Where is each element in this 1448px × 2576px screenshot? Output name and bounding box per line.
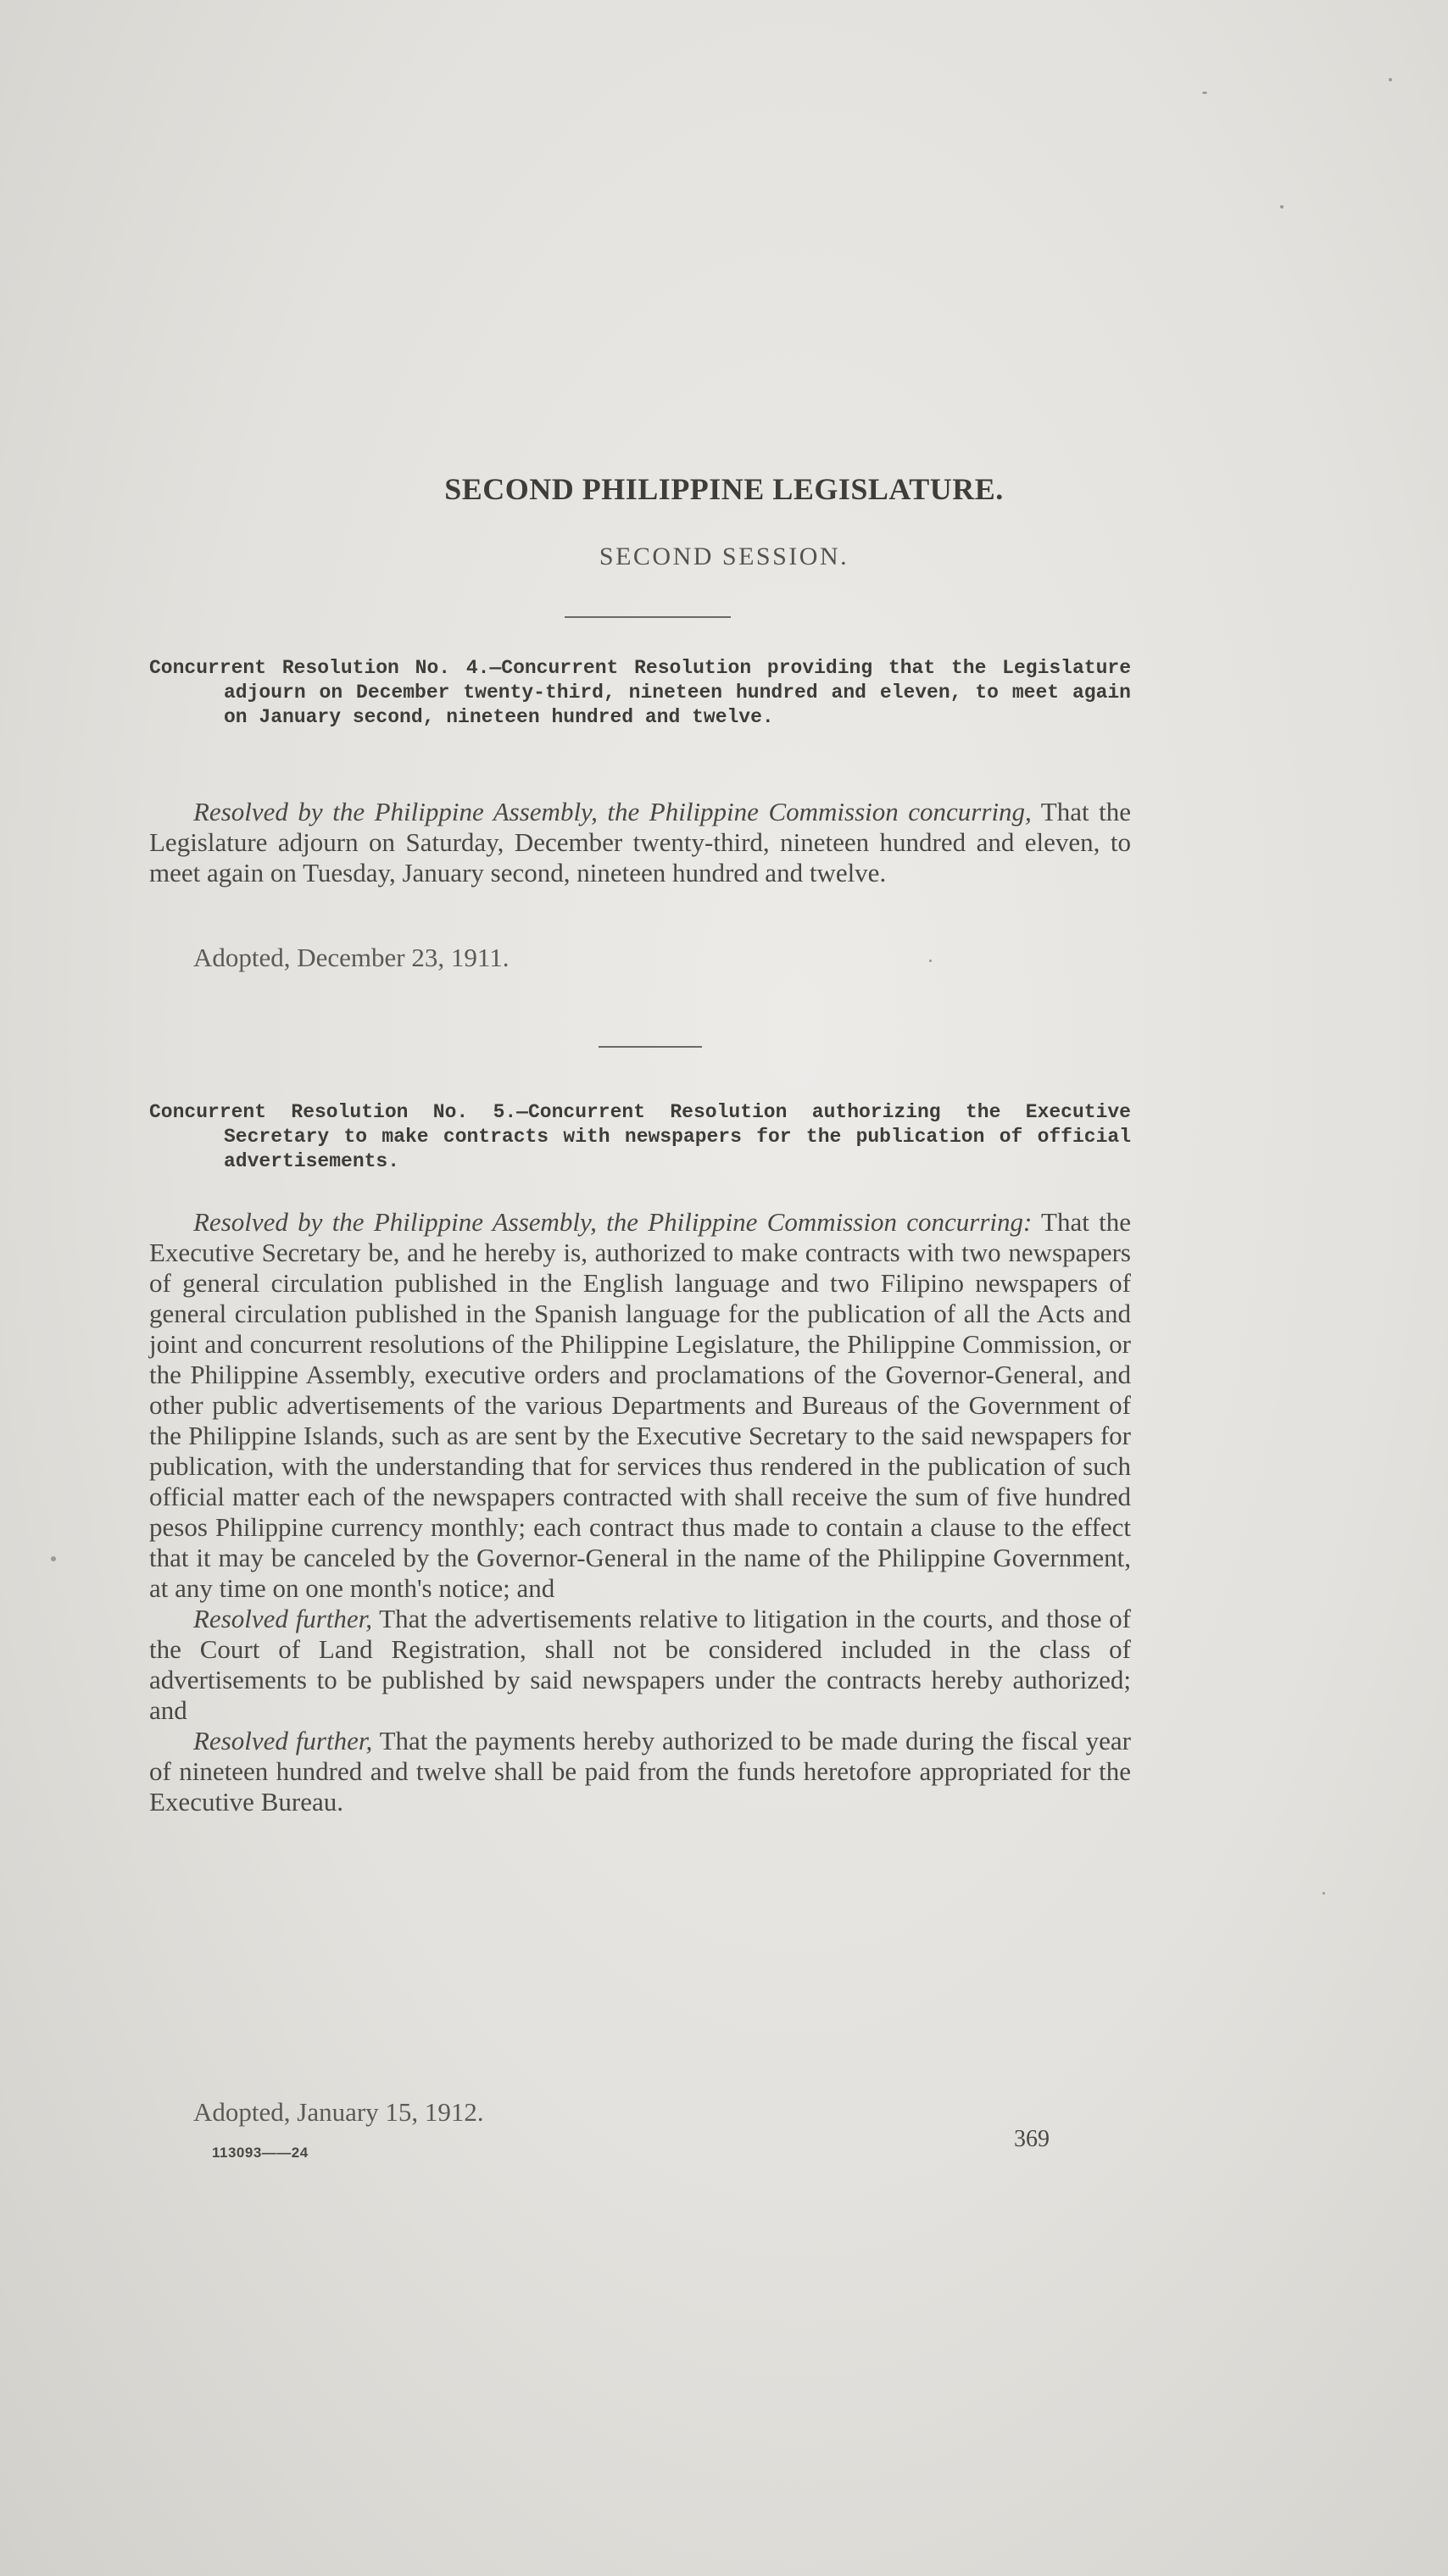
resolved-further-text: That the payments hereby authorized to be made during the fiscal year of nineteen hundred and twelve shall be paid from the funds heretofore appropriated for the Executive Bureau. — [149, 1726, 1131, 1817]
resolved-text: That the Legislature adjourn on Saturday, December twenty-third, nineteen hundred and eleven, to meet again on Tuesday, January second, nineteen hundred and twelve. — [149, 797, 1131, 887]
resolved-italic: Resolved by the Philippine Assembly, the Philippine Commission concurring: — [193, 1207, 1033, 1237]
resolved-text: That the Executive Secretary be, and he hereby is, authorized to make contracts with two newspapers of general circulation published in the English language and two Filipino newspapers of general circulation published in the Spanish language for the publication of all the Acts and joint and concurrent resolutions of the Philippine Legislature, the Philippine Commission, or the Philippine Assembly, executive orders and proclamations of the Governor-General, and other public advertisements of the various Departments and Bureaus of the Government of the Philippine Islands, such as are sent by the Executive Secretary to the said newspapers for publication, with the understanding that for services thus rendered in the publication of such official matter each of the newspapers contracted with shall receive the sum of five hundred pesos Philippine currency monthly; each contract thus made to contain a clause to the effect that it may be canceled by the Governor-General in the name of the Philippine Government, at any time on one month's notice; and — [149, 1207, 1131, 1603]
print-code: 113093——24 — [212, 2145, 309, 2161]
resolution-4-adopted: Adopted, December 23, 1911. — [193, 943, 510, 972]
session-heading: SECOND SESSION. — [599, 542, 849, 570]
resolution-4-title — [149, 656, 1131, 730]
resolution-5-paragraph-3 — [149, 1726, 1131, 1817]
divider-rule-2 — [599, 1046, 702, 1048]
resolved-further-italic: Resolved further, — [193, 1726, 373, 1755]
legislature-heading: SECOND PHILIPPINE LEGISLATURE. — [444, 472, 1004, 506]
paper-speck — [1280, 205, 1284, 209]
resolution-5-adopted: Adopted, January 15, 1912. — [193, 2097, 484, 2127]
resolution-5-title — [149, 1100, 1131, 1174]
resolved-further-italic: Resolved further, — [193, 1604, 373, 1633]
paper-speck — [51, 1556, 56, 1561]
resolution-5-body — [149, 1207, 1131, 1817]
divider-rule-1 — [565, 616, 731, 618]
resolution-4-paragraph — [149, 797, 1131, 888]
resolved-further-text: That the advertisements relative to litigation in the courts, and those of the Court of Land Registration, shall not be considered included in the class of advertisements to be published by said newspapers under the contracts hereby authorized; and — [149, 1604, 1132, 1725]
resolution-5-title-text: Concurrent Resolution No. 5.—Concurrent Resolution authorizing the Executive Secretary to make contracts with newspapers for the publication of official advertisements. — [149, 1101, 1131, 1172]
paper-speck — [929, 960, 932, 962]
resolved-italic: Resolved by the Philippine Assembly, the Philippine Commission concurring, — [193, 797, 1032, 826]
paper-speck — [1323, 1892, 1325, 1894]
resolution-4-body — [149, 797, 1131, 888]
resolution-5-paragraph-2 — [149, 1604, 1131, 1726]
paper-speck — [1389, 78, 1392, 81]
resolution-5-paragraph-1 — [149, 1207, 1131, 1604]
page-number: 369 — [1014, 2126, 1050, 2152]
paper-speck — [1202, 92, 1207, 94]
resolution-4-title-text: Concurrent Resolution No. 4.—Concurrent Resolution providing that the Legislature adjourn on December twenty-third, nineteen hundred and eleven, to meet again on January second, nineteen hundred and twelve. — [149, 657, 1131, 728]
